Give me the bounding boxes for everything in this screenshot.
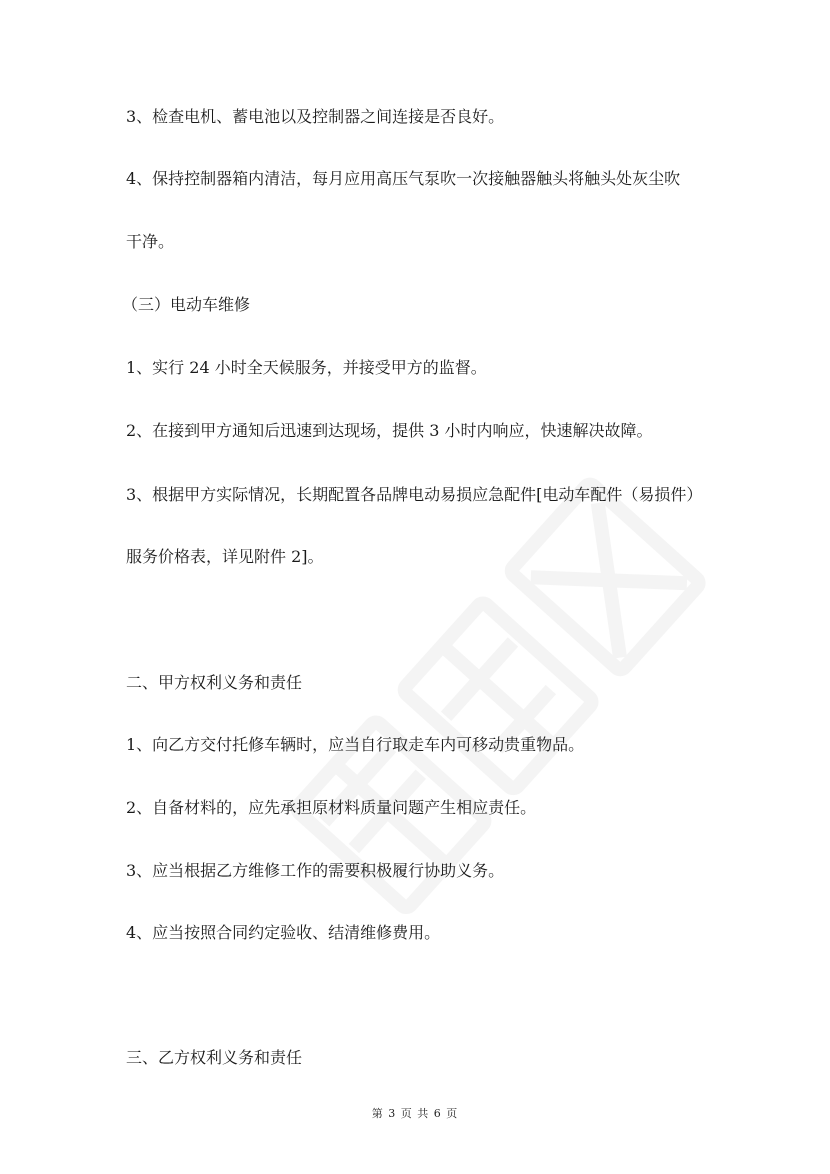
clause-line-continuation: 干净。 — [126, 232, 175, 251]
clause-line: 1、向乙方交付托修车辆时，应当自行取走车内可移动贵重物品。 — [126, 735, 585, 754]
section-heading: 三、乙方权利义务和责任 — [126, 1048, 303, 1067]
page-number-footer: 第 3 页 共 6 页 — [371, 1107, 459, 1120]
watermark-logo — [230, 290, 790, 1150]
clause-line: 4、应当按照合同约定验收、结清维修费用。 — [126, 923, 441, 942]
clause-line: 3、检查电机、蓄电池以及控制器之间连接是否良好。 — [126, 107, 505, 126]
clause-line: 3、应当根据乙方维修工作的需要积极履行协助义务。 — [126, 861, 505, 880]
clause-line: 2、在接到甲方通知后迅速到达现场，提供 3 小时内响应，快速解决故障。 — [126, 421, 653, 440]
clause-line: 3、根据甲方实际情况，长期配置各品牌电动易损应急配件[电动车配件（易损件） — [126, 485, 703, 504]
subsection-heading: （三）电动车维修 — [122, 295, 251, 314]
section-heading: 二、甲方权利义务和责任 — [126, 673, 303, 692]
clause-line: 1、实行 24 小时全天候服务，并接受甲方的监督。 — [126, 358, 487, 377]
clause-line: 2、自备材料的，应先承担原材料质量问题产生相应责任。 — [126, 798, 537, 817]
clause-line: 4、保持控制器箱内清洁，每月应用高压气泵吹一次接触器触头将触头处灰尘吹 — [126, 169, 681, 188]
clause-line-continuation: 服务价格表，详见附件 2]。 — [126, 547, 324, 566]
